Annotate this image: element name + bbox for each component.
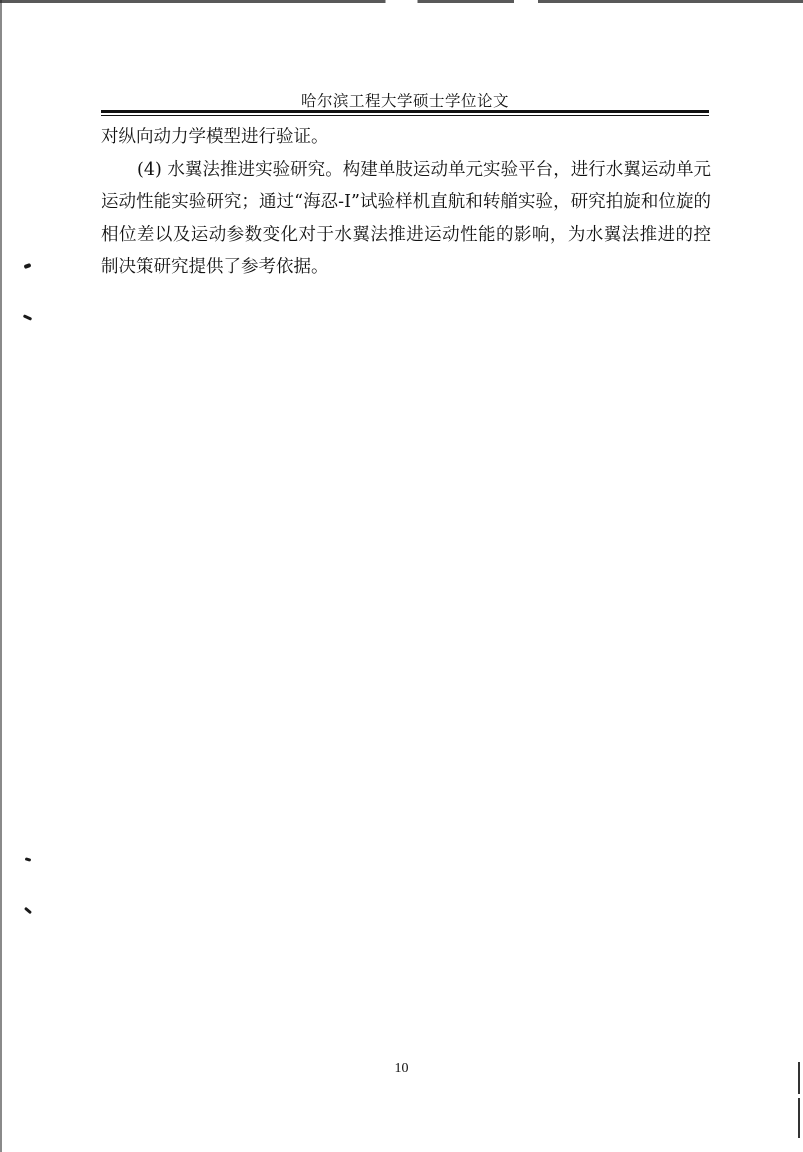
- scan-speck: [24, 907, 32, 914]
- scan-top-edge: [0, 0, 803, 3]
- header-rule-thin: [101, 115, 709, 116]
- scan-speck: [23, 314, 32, 321]
- running-header-title: 哈尔滨工程大学硕士学位论文: [300, 92, 509, 110]
- header-rule-thick: [101, 110, 709, 113]
- scan-left-edge: [0, 0, 2, 1152]
- paragraph-item-4: (4) 水翼法推进实验研究。构建单肢运动单元实验平台，进行水翼运动单元运动性能实验研究；通过“海忍-I”试验样机直航和转艏实验，研究拍旋和位旋的相位差以及运动参数变化对于水翼法推进运动性能的影响，为水翼法推进的控制决策研究提供了参考依据。: [101, 159, 711, 277]
- scan-speck: [24, 263, 32, 269]
- scan-speck: [25, 857, 32, 861]
- page-number: 10: [394, 1061, 409, 1076]
- paragraph-continued: 对纵向动力学模型进行验证。: [101, 127, 329, 147]
- scan-right-mark: [798, 1098, 800, 1138]
- body-text: [101, 121, 711, 284]
